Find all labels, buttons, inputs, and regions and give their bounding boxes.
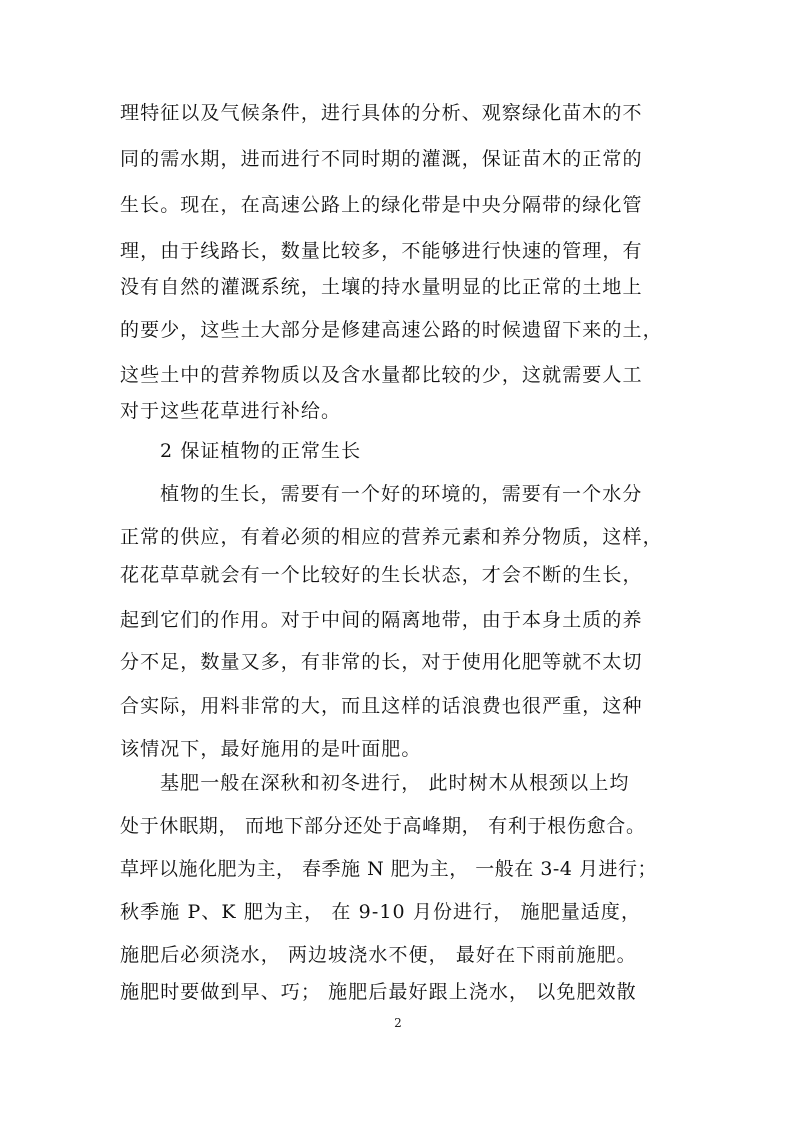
text-line: 施肥后必须浇水， 两边坡浇水不便， 最好在下雨前施肥。 xyxy=(120,944,637,966)
text-line: 的要少，这些土大部分是修建高速公路的时候遗留下来的土， xyxy=(120,319,663,341)
text-line: 正常的供应，有着必须的相应的营养元素和养分物质，这样， xyxy=(120,526,663,548)
text-line: 同的需水期，进而进行不同时期的灌溉，保证苗木的正常的 xyxy=(120,148,643,170)
text-line: 基肥一般在深秋和初冬进行， 此时树木从根颈以上均 xyxy=(160,772,630,794)
text-line: 分不足，数量又多，有非常的长，对于使用化肥等就不太切 xyxy=(120,651,643,673)
text-line: 草坪以施化肥为主， 春季施 N 肥为主， 一般在 3-4 月进行； xyxy=(120,858,657,880)
page-number: 2 xyxy=(394,1016,402,1030)
text-line: 生长。现在，在高速公路上的绿化带是中央分隔带的绿化管 xyxy=(120,194,643,216)
text-line: 花花草草就会有一个比较好的生长状态，才会不断的生长， xyxy=(120,564,643,586)
text-line: 理特征以及气候条件，进行具体的分析、观察绿化苗木的不 xyxy=(120,102,643,124)
text-line: 合实际，用料非常的大，而且这样的话浪费也很严重，这种 xyxy=(120,695,643,717)
section-heading: 2 保证植物的正常生长 xyxy=(160,440,362,462)
text-line: 秋季施 P、K 肥为主， 在 9-10 月份进行， 施肥量适度， xyxy=(120,901,642,923)
text-line: 对于这些花草进行补给。 xyxy=(120,400,342,422)
text-line: 植物的生长，需要有一个好的环境的，需要有一个水分 xyxy=(160,483,643,505)
text-line: 这些土中的营养物质以及含水量都比较的少，这就需要人工 xyxy=(120,364,643,386)
text-line: 该情况下，最好施用的是叶面肥。 xyxy=(120,738,422,760)
text-line: 处于休眠期， 而地下部分还处于高峰期， 有利于根伤愈合。 xyxy=(120,815,646,837)
text-line: 没有自然的灌溉系统，土壤的持水量明显的比正常的土地上 xyxy=(120,276,643,298)
text-line: 施肥时要做到早、巧； 施肥后最好跟上浇水， 以免肥效散 xyxy=(120,981,637,1003)
text-line: 理，由于线路长，数量比较多，不能够进行快速的管理，有 xyxy=(120,240,643,262)
text-line: 起到它们的作用。对于中间的隔离地带，由于本身土质的养 xyxy=(120,609,643,631)
